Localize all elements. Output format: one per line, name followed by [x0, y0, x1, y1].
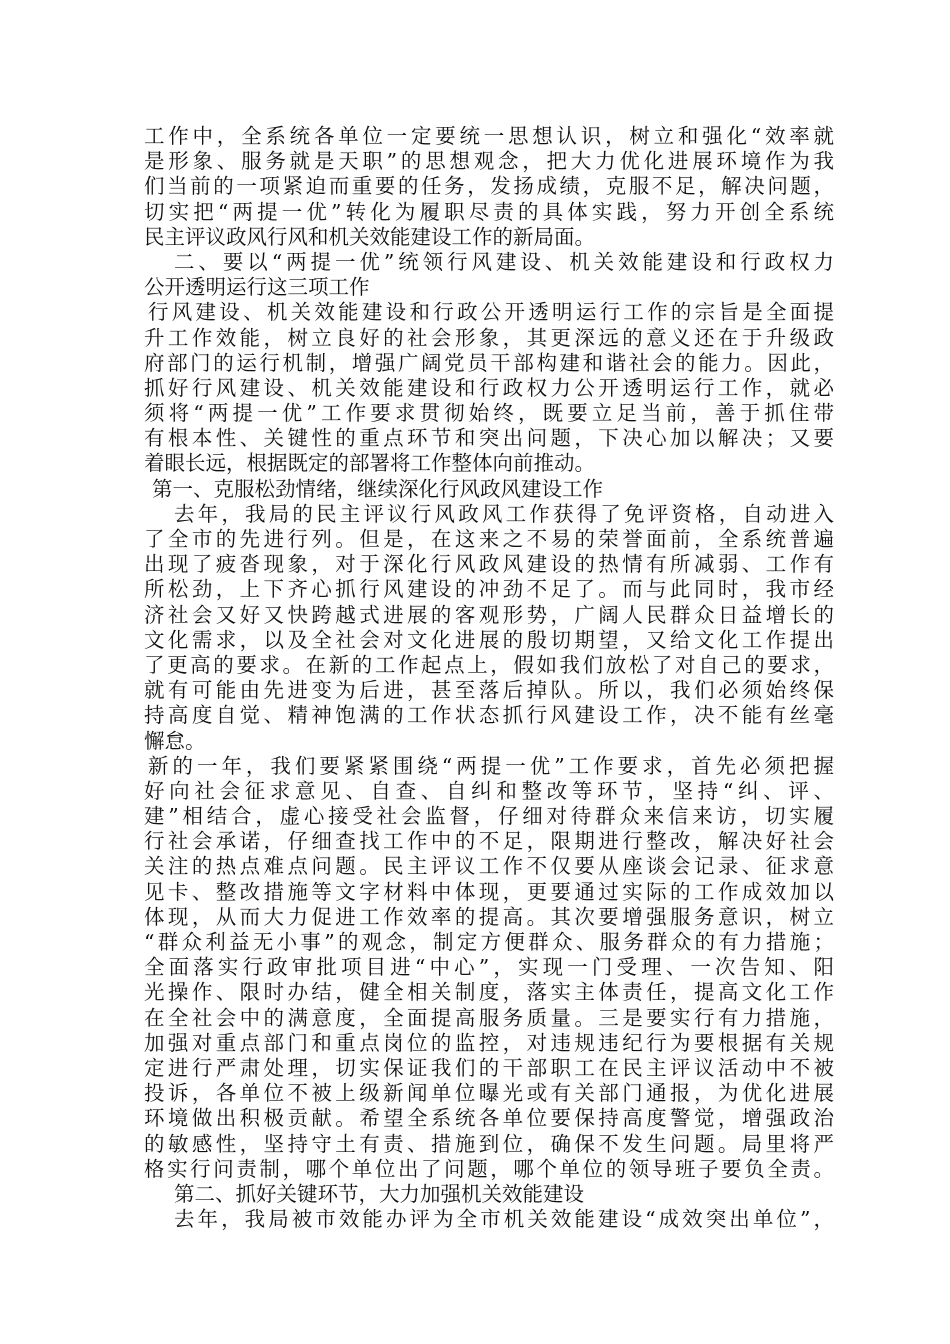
- text-line: 济社会又好又快跨越式进展的客观形势，广阔人民群众日益增长的: [144, 602, 834, 627]
- text-line: 建”相结合，虚心接受社会监督，仔细对待群众来信来访，切实履: [144, 804, 834, 829]
- text-line: 持高度自觉、精神饱满的工作状态抓行风建设工作，决不能有丝毫: [144, 703, 834, 728]
- text-line: 是形象、服务就是天职”的思想观念，把大力优化进展环境作为我: [144, 149, 834, 174]
- text-line: 切实把“两提一优”转化为履职尽责的具体实践，努力开创全系统: [144, 199, 834, 224]
- text-line: 升工作效能，树立良好的社会形象，其更深远的意义还在于升级政: [144, 325, 834, 350]
- text-line: 抓好行风建设、机关效能建设和行政权力公开透明运行工作，就必: [144, 375, 834, 400]
- text-line: 的敏感性，坚持守土有责、措施到位，确保不发生问题。局里将严: [144, 1131, 834, 1156]
- text-line: 去年，我局的民主评议行风政风工作获得了免评资格，自动进入: [174, 501, 834, 526]
- section-heading: 二、要以“两提一优”统领行风建设、机关效能建设和行政权力: [174, 249, 834, 274]
- text-line: 文化需求，以及全社会对文化进展的殷切期望，又给文化工作提出: [144, 627, 834, 652]
- text-line: 全面落实行政审批项目进“中心”，实现一门受理、一次告知、阳: [144, 955, 834, 980]
- document-body: [144, 124, 834, 1232]
- text-line: 见卡、整改措施等文字材料中体现，更要通过实际的工作成效加以: [144, 879, 834, 904]
- text-line: “群众利益无小事”的观念，制定方便群众、服务群众的有力措施；: [144, 930, 834, 954]
- text-line: 懈怠。: [144, 728, 206, 753]
- text-line: 了更高的要求。在新的工作起点上，假如我们放松了对自己的要求，: [144, 652, 834, 677]
- text-line: 就有可能由先进变为后进，甚至落后掉队。所以，我们必须始终保: [144, 678, 834, 703]
- text-line: 们当前的一项紧迫而重要的任务，发扬成绩，克服不足，解决问题，: [144, 174, 834, 199]
- subsection-heading: 第一、克服松劲情绪，继续深化行风政风建设工作: [152, 476, 603, 501]
- text-line: 在全社会中的满意度，全面提高服务质量。三是要实行有力措施，: [144, 1005, 834, 1030]
- text-line: 加强对重点部门和重点岗位的监控，对违规违纪行为要根据有关规: [144, 1030, 834, 1055]
- text-line: 行风建设、机关效能建设和行政公开透明运行工作的宗旨是全面提: [148, 300, 834, 325]
- text-line: 工作中，全系统各单位一定要统一思想认识，树立和强化“效率就: [144, 124, 834, 148]
- text-line: 了全市的先进行列。但是，在这来之不易的荣誉面前，全系统普遍: [144, 527, 834, 551]
- text-line: 行社会承诺，仔细查找工作中的不足，限期进行整改，解决好社会: [144, 829, 834, 854]
- text-line: 着眼长远，根据既定的部署将工作整体向前推动。: [144, 451, 595, 476]
- text-line: 环境做出积极贡献。希望全系统各单位要保持高度警觉，增强政治: [144, 1106, 834, 1131]
- text-line: 光操作、限时办结，健全相关制度，落实主体责任，提高文化工作: [144, 980, 834, 1005]
- text-line: 新的一年，我们要紧紧围绕“两提一优”工作要求，首先必须把握: [148, 753, 834, 778]
- text-line: 有根本性、关键性的重点环节和突出问题，下决心加以解决；又要: [144, 426, 834, 451]
- text-line: 体现，从而大力促进工作效率的提高。其次要增强服务意识，树立: [144, 904, 834, 929]
- text-line: 所松劲，上下齐心抓行风建设的冲劲不足了。而与此同时，我市经: [144, 577, 834, 602]
- text-line: 关注的热点难点问题。民主评议工作不仅要从座谈会记录、征求意: [144, 854, 834, 879]
- text-line: 出现了疲沓现象，对于深化行风政风建设的热情有所减弱、工作有: [144, 552, 834, 577]
- subsection-heading: 第二、抓好关键环节，大力加强机关效能建设: [174, 1181, 584, 1206]
- text-line: 须将“两提一优”工作要求贯彻始终，既要立足当前，善于抓住带: [144, 401, 834, 426]
- text-line: 投诉，各单位不被上级新闻单位曝光或有关部门通报，为优化进展: [144, 1081, 834, 1106]
- text-line: 格实行问责制，哪个单位出了问题，哪个单位的领导班子要负全责。: [144, 1156, 834, 1181]
- section-heading-continued: 公开透明运行这三项工作: [144, 275, 370, 300]
- text-line: 定进行严肃处理，切实保证我们的干部职工在民主评议活动中不被: [144, 1055, 834, 1080]
- text-line: 去年，我局被市效能办评为全市机关效能建设“成效突出单位”，: [174, 1207, 834, 1232]
- text-line: 府部门的运行机制，增强广阔党员干部构建和谐社会的能力。因此，: [144, 350, 834, 375]
- text-line: 民主评议政风行风和机关效能建设工作的新局面。: [144, 224, 595, 249]
- text-line: 好向社会征求意见、自查、自纠和整改等环节，坚持“纠、评、: [144, 778, 834, 803]
